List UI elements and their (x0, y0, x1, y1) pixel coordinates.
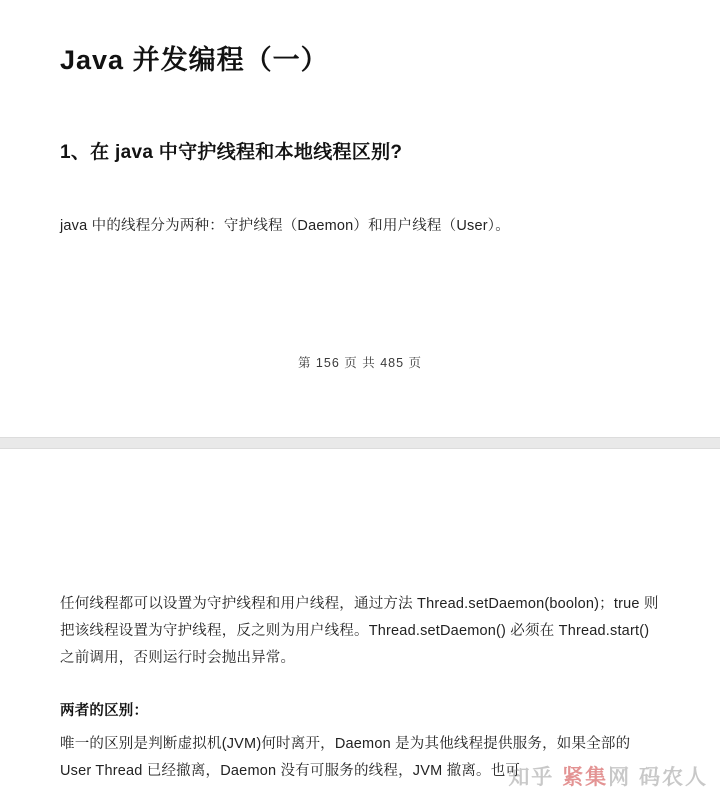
section-heading: 1、在 java 中守护线程和本地线程区别? (60, 142, 403, 163)
watermark-highlight: 紧集 (562, 766, 609, 789)
watermark-suffix: 网 码农人 (608, 766, 708, 789)
difference-paragraph: 唯一的区别是判断虚拟机(JVM)何时离开，Daemon 是为其他线程提供服务，如果全部的 User Thread 已经撤离，Daemon 没有可服务的线程，JVM 撤离。也可 (60, 736, 631, 780)
document-page-two (0, 449, 720, 797)
difference-subheading: 两者的区别： (60, 703, 149, 720)
page-title: Java 并发编程（一） (60, 45, 329, 75)
daemon-paragraph: 任何线程都可以设置为守护线程和用户线程，通过方法 Thread.setDaemon(boolon)；true 则把该线程设置为守护线程，反之则为用户线程。Thread.setDaemon() 必须在 Thread.start()之前调用，否则运行时会抛出异常。 (60, 596, 659, 666)
watermark-prefix: 知乎 (508, 766, 563, 789)
page-footer: 第 156 页 共 485 页 (297, 356, 423, 370)
page-separator (0, 437, 720, 449)
intro-paragraph: java 中的线程分为两种：守护线程（Daemon）和用户线程（User）。 (60, 218, 510, 234)
